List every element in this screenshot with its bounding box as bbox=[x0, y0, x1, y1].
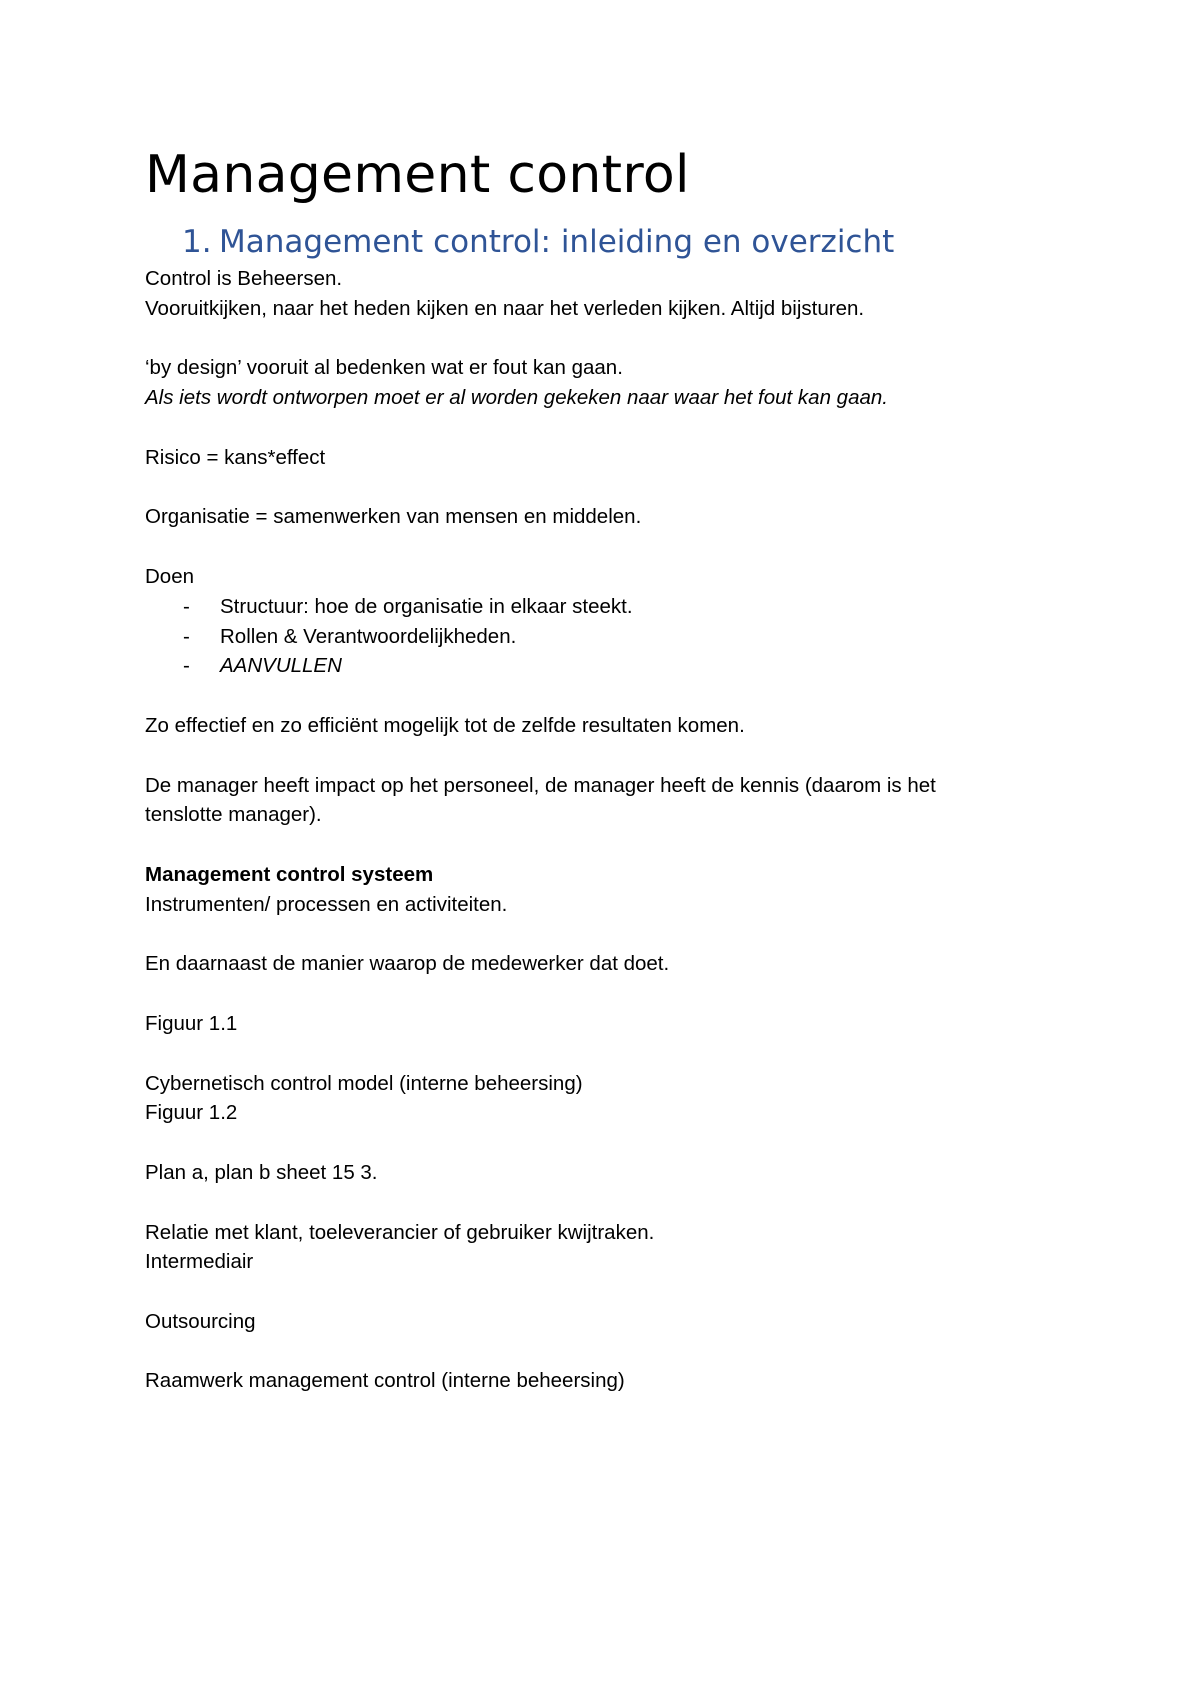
list-marker: - bbox=[183, 594, 190, 618]
list-item bbox=[145, 592, 1045, 622]
document-body bbox=[145, 140, 1045, 1396]
blank-line bbox=[145, 920, 1045, 950]
blank-line bbox=[145, 1188, 1045, 1218]
blank-line bbox=[145, 532, 1045, 562]
blank-line bbox=[145, 473, 1045, 503]
section-heading-text: Management control: inleiding en overzicht bbox=[219, 224, 895, 260]
section-number: 1. bbox=[182, 224, 212, 260]
list-item bbox=[145, 622, 1045, 652]
blank-line bbox=[145, 979, 1045, 1009]
blank-line bbox=[145, 1128, 1045, 1158]
paragraph: En daarnaast de manier waarop de medewerker dat doet. bbox=[145, 952, 670, 976]
paragraph-line: De manager heeft impact op het personeel, de manager heeft de kennis (daarom is het bbox=[145, 773, 936, 797]
figure-reference: Figuur 1.2 bbox=[145, 1101, 238, 1125]
paragraph: Relatie met klant, toeleverancier of gebruiker kwijtraken. bbox=[145, 1220, 655, 1244]
blank-line bbox=[145, 1277, 1045, 1307]
list-item-text: Rollen & Verantwoordelijkheden. bbox=[220, 624, 517, 648]
paragraph: Plan a, plan b sheet 15 3. bbox=[145, 1160, 378, 1184]
paragraph: Outsourcing bbox=[145, 1309, 256, 1333]
blank-line bbox=[145, 830, 1045, 860]
paragraph: Zo effectief en zo efficiënt mogelijk tot de zelfde resultaten komen. bbox=[145, 713, 745, 737]
italic-paragraph: Als iets wordt ontworpen moet er al worden gekeken naar waar het fout kan gaan. bbox=[145, 386, 888, 410]
paragraph: Intermediair bbox=[145, 1250, 254, 1274]
bold-subheading: Management control systeem bbox=[145, 862, 434, 886]
paragraph: Cybernetisch control model (interne beheersing) bbox=[145, 1071, 583, 1095]
blank-line bbox=[145, 1039, 1045, 1069]
list-item-text: AANVULLEN bbox=[220, 654, 342, 678]
paragraph: Instrumenten/ processen en activiteiten. bbox=[145, 892, 508, 916]
blank-line bbox=[145, 1337, 1045, 1367]
list-marker: - bbox=[183, 624, 190, 648]
figure-reference: Figuur 1.1 bbox=[145, 1011, 238, 1035]
list-item-text: Structuur: hoe de organisatie in elkaar steekt. bbox=[220, 594, 633, 618]
blank-line bbox=[145, 681, 1045, 711]
dash-list bbox=[145, 592, 1045, 681]
paragraph: Doen bbox=[145, 564, 195, 588]
list-marker: - bbox=[183, 654, 190, 678]
paragraph: Vooruitkijken, naar het heden kijken en naar het verleden kijken. Altijd bijsturen. bbox=[145, 296, 865, 320]
paragraph: Raamwerk management control (interne beheersing) bbox=[145, 1369, 625, 1393]
list-item bbox=[145, 651, 1045, 681]
document-title: Management control bbox=[145, 145, 690, 205]
paragraph: Organisatie = samenwerken van mensen en middelen. bbox=[145, 505, 642, 529]
paragraph-line: tenslotte manager). bbox=[145, 803, 322, 827]
blank-line bbox=[145, 324, 1045, 354]
blank-line bbox=[145, 741, 1045, 771]
paragraph: ‘by design’ vooruit al bedenken wat er fout kan gaan. bbox=[145, 356, 623, 380]
section-heading bbox=[182, 222, 1045, 262]
blank-line bbox=[145, 413, 1045, 443]
paragraph: Control is Beheersen. bbox=[145, 267, 343, 290]
paragraph: Risico = kans*effect bbox=[145, 445, 326, 469]
